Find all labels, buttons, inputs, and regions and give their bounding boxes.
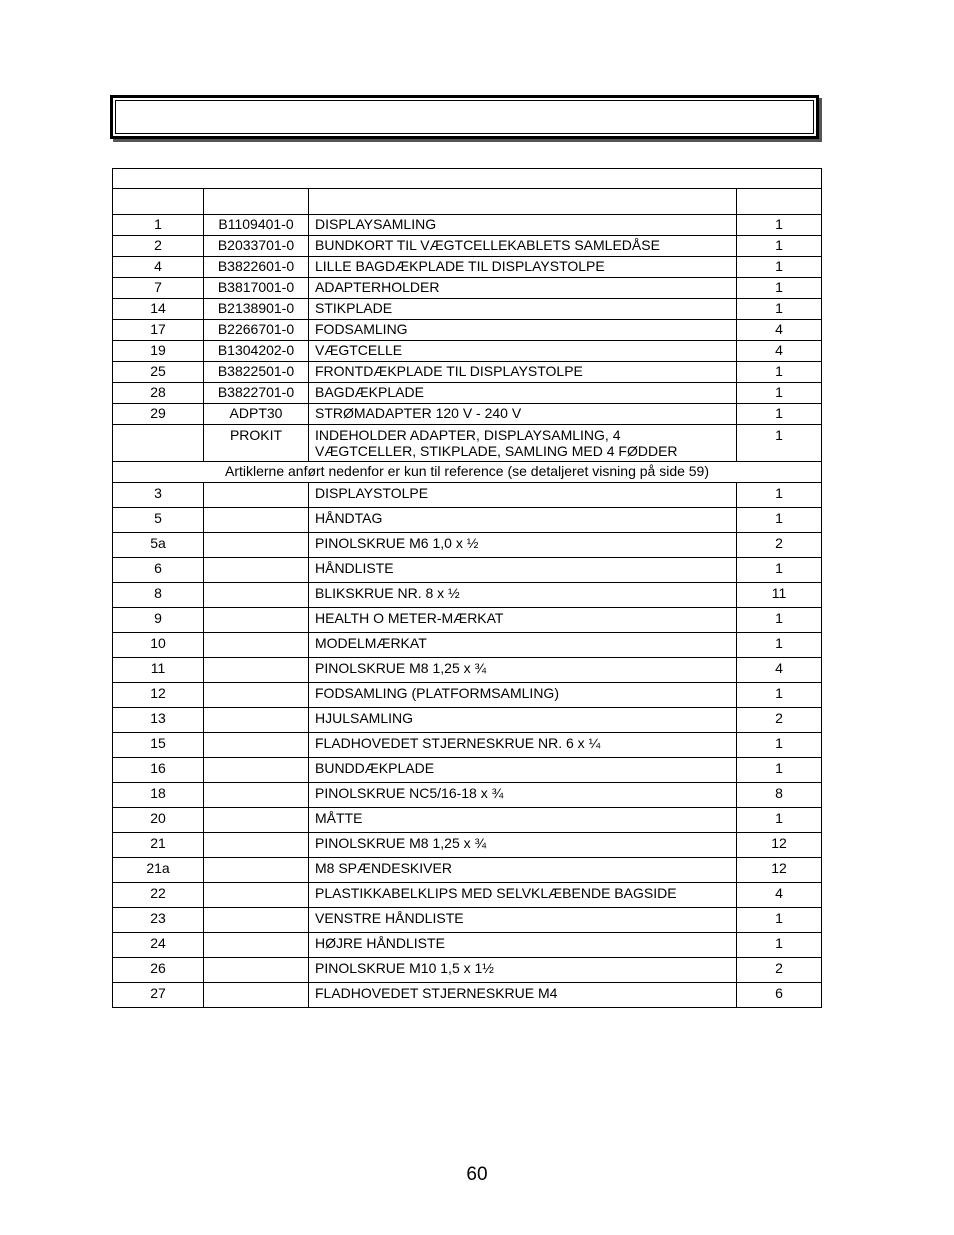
quantity: 1 <box>737 933 822 958</box>
description: PINOLSKRUE NC5/16-18 x ¾ <box>309 783 737 808</box>
item-number: 23 <box>113 908 204 933</box>
description: MÅTTE <box>309 808 737 833</box>
quantity: 12 <box>737 833 822 858</box>
part-number: PROKIT <box>204 425 309 462</box>
description: STIKPLADE <box>309 299 737 320</box>
parts-table <box>112 168 822 1008</box>
item-number: 11 <box>113 658 204 683</box>
part-number <box>204 608 309 633</box>
table-row <box>113 858 822 883</box>
table-header-top <box>113 169 822 189</box>
table-row <box>113 733 822 758</box>
description: FLADHOVEDET STJERNESKRUE M4 <box>309 983 737 1008</box>
description: HEALTH O METER-MÆRKAT <box>309 608 737 633</box>
table-row <box>113 508 822 533</box>
header-qty-cell <box>737 189 822 215</box>
description: PINOLSKRUE M6 1,0 x ½ <box>309 533 737 558</box>
description-line-1: INDEHOLDER ADAPTER, DISPLAYSAMLING, 4 <box>315 427 621 443</box>
table-row <box>113 683 822 708</box>
quantity: 1 <box>737 758 822 783</box>
quantity: 2 <box>737 533 822 558</box>
quantity: 1 <box>737 608 822 633</box>
item-number <box>113 425 204 462</box>
page-number: 60 <box>466 1164 488 1185</box>
table-row <box>113 320 822 341</box>
description: PLASTIKKABELKLIPS MED SELVKLÆBENDE BAGSIDE <box>309 883 737 908</box>
part-number: B1109401-0 <box>204 215 309 236</box>
quantity: 1 <box>737 483 822 508</box>
table-row <box>113 383 822 404</box>
table-row <box>113 558 822 583</box>
description: FODSAMLING (PLATFORMSAMLING) <box>309 683 737 708</box>
item-number: 21 <box>113 833 204 858</box>
quantity: 1 <box>737 425 822 462</box>
description: PINOLSKRUE M8 1,25 x ¾ <box>309 658 737 683</box>
item-number: 6 <box>113 558 204 583</box>
description: DISPLAYSAMLING <box>309 215 737 236</box>
part-number: B3822501-0 <box>204 362 309 383</box>
quantity: 2 <box>737 708 822 733</box>
quantity: 6 <box>737 983 822 1008</box>
table-row <box>113 833 822 858</box>
description: ADAPTERHOLDER <box>309 278 737 299</box>
item-number: 1 <box>113 215 204 236</box>
header-part-cell <box>204 189 309 215</box>
table-header-columns <box>113 189 822 215</box>
part-number <box>204 983 309 1008</box>
reference-note: Artiklerne anført nedenfor er kun til reference (se detaljeret visning på side 59) <box>113 462 822 483</box>
item-number: 15 <box>113 733 204 758</box>
quantity: 11 <box>737 583 822 608</box>
quantity: 1 <box>737 908 822 933</box>
table-row <box>113 658 822 683</box>
quantity: 8 <box>737 783 822 808</box>
part-number <box>204 633 309 658</box>
item-number: 28 <box>113 383 204 404</box>
part-number <box>204 733 309 758</box>
description: HØJRE HÅNDLISTE <box>309 933 737 958</box>
item-number: 7 <box>113 278 204 299</box>
description: BAGDÆKPLADE <box>309 383 737 404</box>
item-number: 24 <box>113 933 204 958</box>
quantity: 1 <box>737 508 822 533</box>
description: BUNDDÆKPLADE <box>309 758 737 783</box>
quantity: 1 <box>737 215 822 236</box>
item-number: 18 <box>113 783 204 808</box>
table-row <box>113 583 822 608</box>
table-row <box>113 908 822 933</box>
quantity: 1 <box>737 236 822 257</box>
description: LILLE BAGDÆKPLADE TIL DISPLAYSTOLPE <box>309 257 737 278</box>
table-row-kit <box>113 425 822 462</box>
part-number <box>204 758 309 783</box>
description: HÅNDLISTE <box>309 558 737 583</box>
table-row <box>113 257 822 278</box>
item-number: 5 <box>113 508 204 533</box>
header-desc-cell <box>309 189 737 215</box>
table-row <box>113 362 822 383</box>
quantity: 1 <box>737 558 822 583</box>
header-top-cell <box>113 169 822 189</box>
item-number: 27 <box>113 983 204 1008</box>
description <box>309 425 737 462</box>
description: HÅNDTAG <box>309 508 737 533</box>
part-number <box>204 583 309 608</box>
item-number: 26 <box>113 958 204 983</box>
table-row <box>113 278 822 299</box>
table-row <box>113 783 822 808</box>
item-number: 2 <box>113 236 204 257</box>
part-number: B2266701-0 <box>204 320 309 341</box>
quantity: 4 <box>737 320 822 341</box>
quantity: 1 <box>737 257 822 278</box>
part-number: ADPT30 <box>204 404 309 425</box>
part-number: B3822601-0 <box>204 257 309 278</box>
table-row <box>113 483 822 508</box>
item-number: 5a <box>113 533 204 558</box>
part-number <box>204 533 309 558</box>
header-no-cell <box>113 189 204 215</box>
part-number: B3822701-0 <box>204 383 309 404</box>
reference-note-row <box>113 462 822 483</box>
quantity: 4 <box>737 883 822 908</box>
description: FRONTDÆKPLADE TIL DISPLAYSTOLPE <box>309 362 737 383</box>
item-number: 4 <box>113 257 204 278</box>
quantity: 12 <box>737 858 822 883</box>
description: BLIKSKRUE NR. 8 x ½ <box>309 583 737 608</box>
part-number <box>204 708 309 733</box>
part-number <box>204 833 309 858</box>
item-number: 29 <box>113 404 204 425</box>
quantity: 1 <box>737 683 822 708</box>
item-number: 16 <box>113 758 204 783</box>
part-number <box>204 933 309 958</box>
part-number <box>204 483 309 508</box>
table-row <box>113 404 822 425</box>
quantity: 1 <box>737 808 822 833</box>
item-number: 25 <box>113 362 204 383</box>
description: PINOLSKRUE M8 1,25 x ¾ <box>309 833 737 858</box>
quantity: 1 <box>737 278 822 299</box>
description: FLADHOVEDET STJERNESKRUE NR. 6 x ¼ <box>309 733 737 758</box>
part-number: B3817001-0 <box>204 278 309 299</box>
part-number: B1304202-0 <box>204 341 309 362</box>
item-number: 20 <box>113 808 204 833</box>
description: MODELMÆRKAT <box>309 633 737 658</box>
table-row <box>113 633 822 658</box>
table-row <box>113 758 822 783</box>
part-number <box>204 558 309 583</box>
item-number: 17 <box>113 320 204 341</box>
item-number: 21a <box>113 858 204 883</box>
table-row <box>113 708 822 733</box>
description: M8 SPÆNDESKIVER <box>309 858 737 883</box>
table-row <box>113 933 822 958</box>
table-row <box>113 299 822 320</box>
part-number <box>204 858 309 883</box>
table-row <box>113 215 822 236</box>
part-number <box>204 683 309 708</box>
table-row <box>113 983 822 1008</box>
table-row <box>113 341 822 362</box>
quantity: 1 <box>737 633 822 658</box>
table-row <box>113 808 822 833</box>
description: VÆGTCELLE <box>309 341 737 362</box>
item-number: 10 <box>113 633 204 658</box>
part-number <box>204 508 309 533</box>
item-number: 3 <box>113 483 204 508</box>
part-number <box>204 783 309 808</box>
table-row <box>113 608 822 633</box>
quantity: 1 <box>737 299 822 320</box>
item-number: 8 <box>113 583 204 608</box>
part-number: B2033701-0 <box>204 236 309 257</box>
quantity: 1 <box>737 362 822 383</box>
table-row <box>113 533 822 558</box>
title-box <box>110 95 819 139</box>
description-line-2: VÆGTCELLER, STIKPLADE, SAMLING MED 4 FØDDER <box>315 443 678 459</box>
part-number <box>204 883 309 908</box>
quantity: 4 <box>737 658 822 683</box>
item-number: 13 <box>113 708 204 733</box>
quantity: 1 <box>737 383 822 404</box>
table-row <box>113 236 822 257</box>
quantity: 1 <box>737 404 822 425</box>
description: BUNDKORT TIL VÆGTCELLEKABLETS SAMLEDÅSE <box>309 236 737 257</box>
table-row <box>113 958 822 983</box>
table-row <box>113 883 822 908</box>
parts-table-body <box>113 169 822 1008</box>
description: STRØMADAPTER 120 V - 240 V <box>309 404 737 425</box>
item-number: 14 <box>113 299 204 320</box>
quantity: 2 <box>737 958 822 983</box>
description: FODSAMLING <box>309 320 737 341</box>
part-number <box>204 658 309 683</box>
quantity: 4 <box>737 341 822 362</box>
description: VENSTRE HÅNDLISTE <box>309 908 737 933</box>
part-number <box>204 808 309 833</box>
item-number: 9 <box>113 608 204 633</box>
description: HJULSAMLING <box>309 708 737 733</box>
item-number: 19 <box>113 341 204 362</box>
quantity: 1 <box>737 733 822 758</box>
description: PINOLSKRUE M10 1,5 x 1½ <box>309 958 737 983</box>
description: DISPLAYSTOLPE <box>309 483 737 508</box>
part-number <box>204 958 309 983</box>
part-number <box>204 908 309 933</box>
part-number: B2138901-0 <box>204 299 309 320</box>
item-number: 22 <box>113 883 204 908</box>
item-number: 12 <box>113 683 204 708</box>
